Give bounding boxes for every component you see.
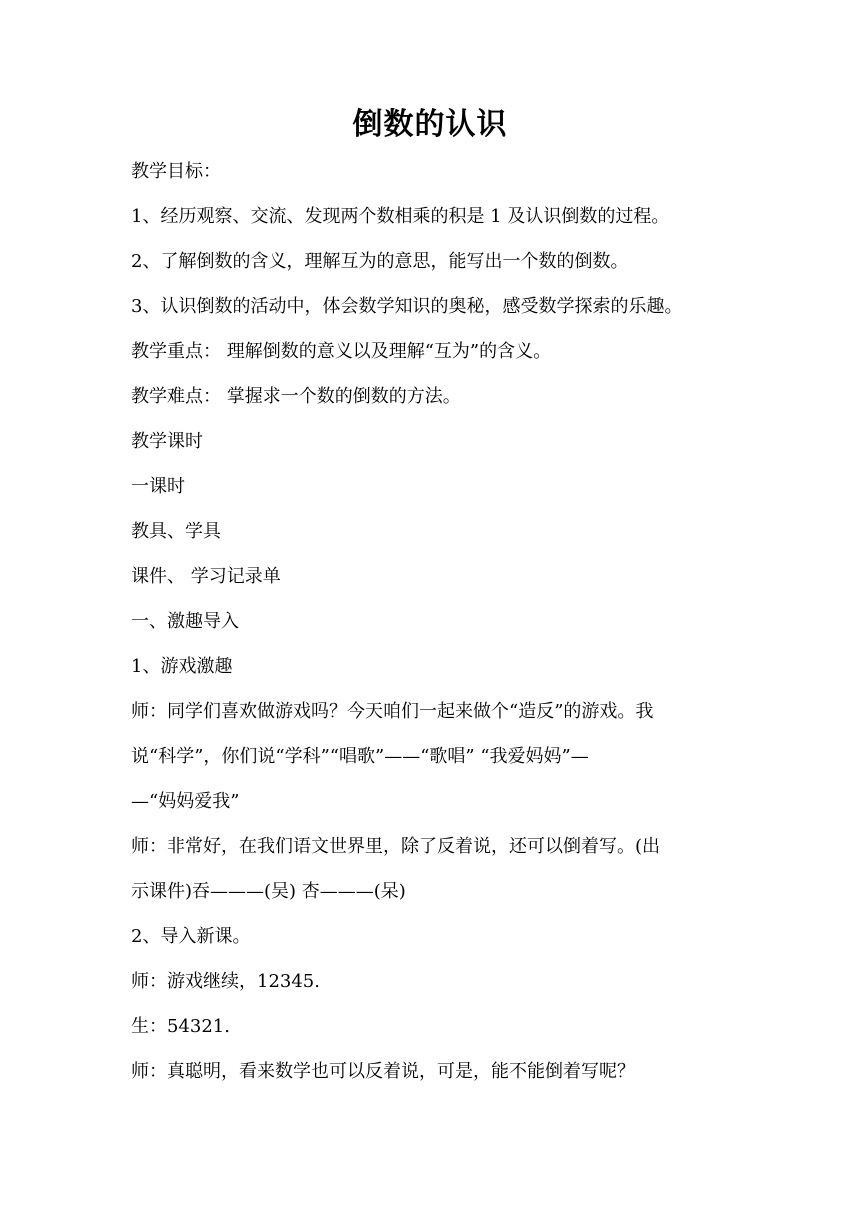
text-line: —“妈妈爱我” — [131, 791, 240, 812]
text-line: 生：54321. — [131, 1016, 230, 1037]
text-line: 师：非常好，在我们语文世界里，除了反着说，还可以倒着写。(出 — [131, 836, 661, 857]
text-line: 教学难点： 掌握求一个数的倒数的方法。 — [131, 386, 461, 407]
text-line: 师：真聪明，看来数学也可以反着说，可是，能不能倒着写呢？ — [131, 1061, 635, 1082]
text-line: 一、激趣导入 — [131, 611, 239, 632]
text-line: 课件、 学习记录单 — [131, 566, 281, 587]
text-line: 师：同学们喜欢做游戏吗？今天咱们一起来做个“造反”的游戏。我 — [131, 701, 654, 722]
text-line: 示课件)吞———(吴) 杏———(呆) — [131, 881, 406, 902]
text-line: 教学重点： 理解倒数的意义以及理解“互为”的含义。 — [131, 341, 552, 362]
text-line: 1、游戏激趣 — [131, 656, 233, 677]
text-line: 一课时 — [131, 476, 185, 497]
text-line: 1、经历观察、交流、发现两个数相乘的积是 1 及认识倒数的过程。 — [131, 206, 670, 227]
text-line: 教学目标： — [131, 161, 221, 182]
text-line: 教具、学具 — [131, 521, 221, 542]
text-line: 师：游戏继续，12345. — [131, 971, 320, 992]
text-line: 说“科学”，你们说“学科”“唱歌”——“歌唱” “我爱妈妈”— — [131, 746, 589, 767]
text-line: 3、认识倒数的活动中，体会数学知识的奥秘，感受数学探索的乐趣。 — [131, 296, 683, 317]
text-line: 教学课时 — [131, 431, 203, 452]
text-line: 2、导入新课。 — [131, 926, 251, 947]
document-title: 倒数的认识 — [352, 107, 508, 142]
text-line: 2、了解倒数的含义，理解互为的意思，能写出一个数的倒数。 — [131, 251, 629, 272]
